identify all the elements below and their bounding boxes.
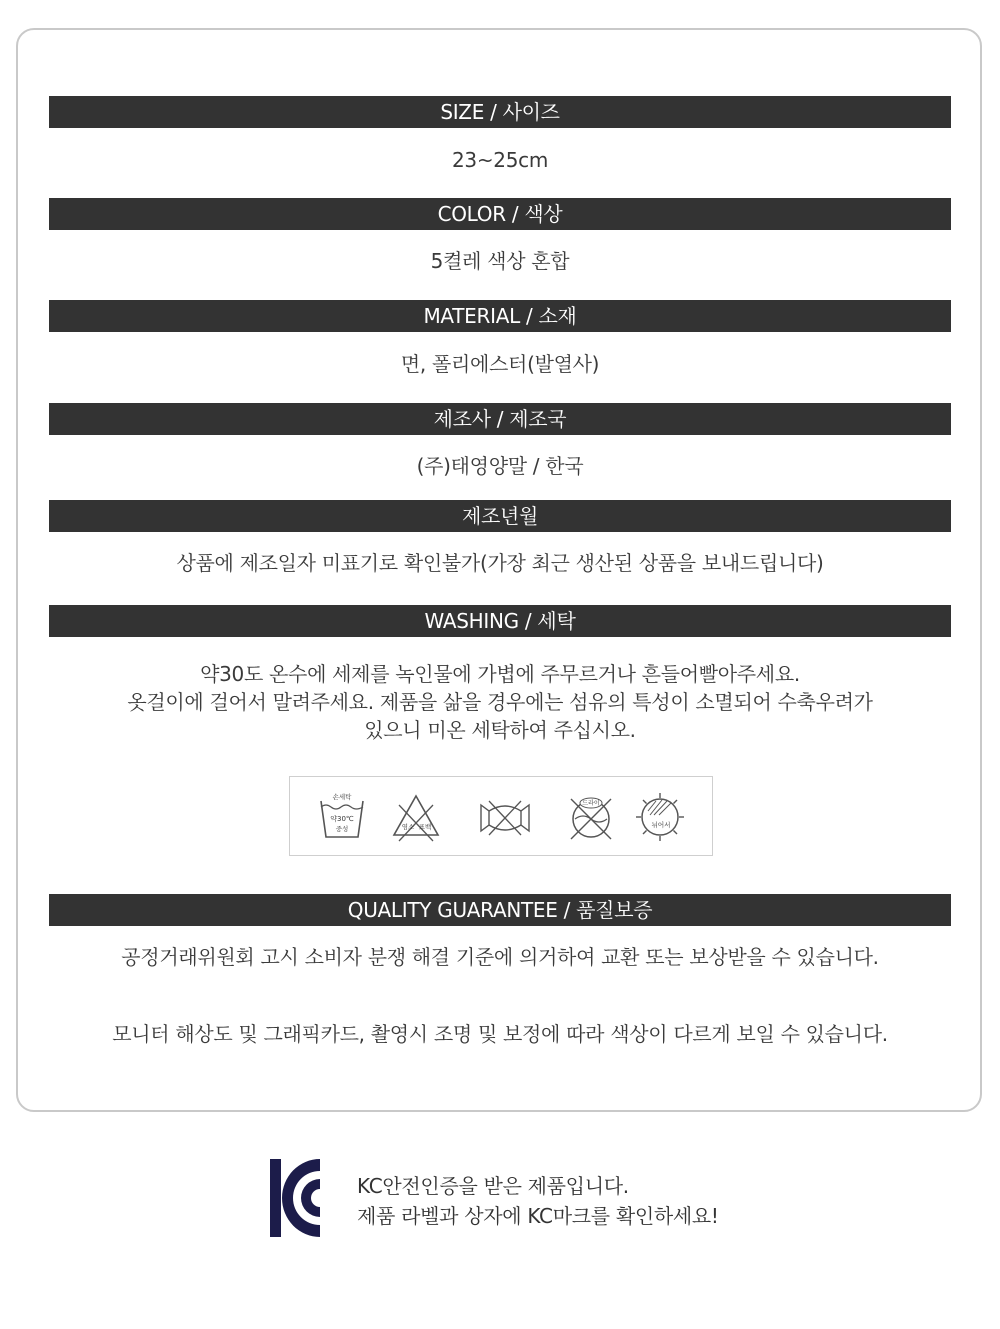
hand-wash-bottom-label: 중성 [335, 825, 349, 833]
hand-wash-30-icon [316, 791, 368, 843]
washing-line-2: 옷걸이에 걸어서 말려주세요. 제품을 삶을 경우에는 섬유의 특성이 소멸되어 수축우려가 [127, 690, 873, 714]
no-wring-icon [479, 791, 531, 843]
hand-wash-temp-label: 약30℃ [330, 815, 354, 823]
date-value: 상품에 제조일자 미표기로 확인불가(가장 최근 생산된 상품을 보내드립니다) [176, 551, 824, 575]
material-heading: MATERIAL / 소재 [49, 300, 951, 332]
quality-heading: QUALITY GUARANTEE / 품질보증 [49, 894, 951, 926]
material-value: 면, 폴리에스터(발열사) [400, 352, 600, 376]
kc-notice [357, 1171, 917, 1231]
quality-line-2: 모니터 해상도 및 그래픽카드, 촬영시 조명 및 보정에 따라 색상이 다르게 보일 수 있습니다. [112, 1022, 888, 1046]
kc-mark-icon [266, 1155, 326, 1241]
maker-value: (주)태영양말 / 한국 [416, 454, 584, 478]
kc-notice-line-1: KC안전인증을 받은 제품입니다. [357, 1174, 629, 1198]
flat-dry-shade-icon [634, 791, 686, 843]
flat-dry-label: 뉘어서 [651, 821, 671, 829]
hand-wash-top-label: 손세탁 [332, 793, 352, 801]
kc-notice-line-2: 제품 라벨과 상자에 KC마크를 확인하세요! [357, 1204, 719, 1228]
quality-line-1: 공정거래위원회 고시 소비자 분쟁 해결 기준에 의거하여 교환 또는 보상받을 수 있습니다. [121, 945, 879, 969]
color-heading: COLOR / 색상 [49, 198, 951, 230]
wash-symbols-box [289, 776, 713, 856]
size-value: 23~25cm [451, 148, 549, 172]
no-dryer-icon [565, 791, 617, 843]
washing-line-1: 약30도 온수에 세제를 녹인물에 가볍에 주무르거나 흔들어빨아주세요. [200, 662, 800, 686]
washing-heading: WASHING / 세탁 [49, 605, 951, 637]
maker-heading: 제조사 / 제조국 [49, 403, 951, 435]
washing-line-3: 있으니 미온 세탁하여 주십시오. [364, 718, 636, 742]
no-dryer-label: 드라이 [582, 800, 600, 807]
no-bleach-left-label: 염소 [401, 823, 415, 831]
size-heading: SIZE / 사이즈 [49, 96, 951, 128]
color-value: 5켤레 색상 혼합 [430, 249, 570, 273]
date-heading: 제조년월 [49, 500, 951, 532]
no-bleach-right-label: 표백 [418, 823, 432, 831]
washing-instructions [49, 660, 951, 744]
no-bleach-icon [390, 791, 442, 843]
